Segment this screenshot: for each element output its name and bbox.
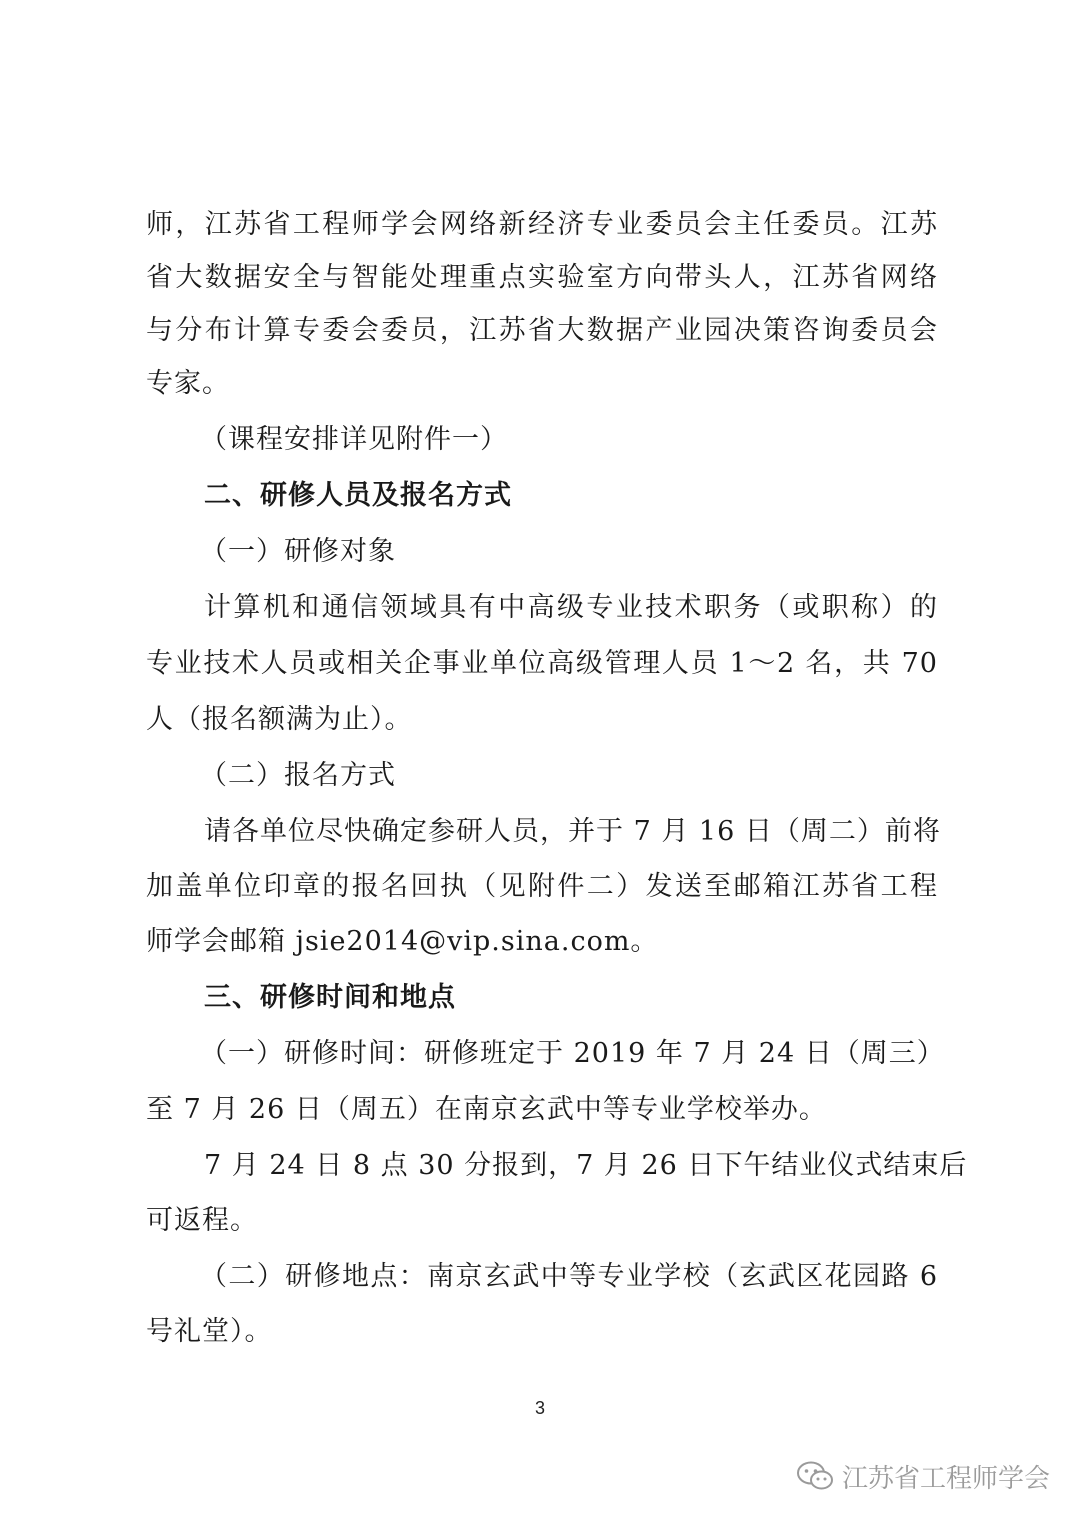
email-line: 师学会邮箱 jsie2014@vip.sina.com。 (146, 926, 659, 957)
paragraph-line: 号礼堂）。 (146, 1316, 273, 1347)
subsection-heading: （一）研修对象 (200, 536, 396, 567)
paragraph-line: 可返程。 (146, 1205, 258, 1236)
paragraph-line: 与分布计算专委会委员，江苏省大数据产业园决策咨询委员会 (146, 315, 938, 346)
watermark-text: 江苏省工程师学会 (841, 1463, 1050, 1494)
course-note: （课程安排详见附件一） (200, 424, 508, 455)
section-heading-2: 二、研修人员及报名方式 (204, 480, 512, 511)
watermark (796, 1456, 1050, 1496)
paragraph-line: 师，江苏省工程师学会网络新经济专业委员会主任委员。江苏 (146, 209, 938, 240)
paragraph-line: 请各单位尽快确定参研人员，并于 7 月 16 日（周二）前将 (204, 816, 941, 847)
paragraph-line: 专家。 (146, 368, 230, 399)
paragraph-line: 加盖单位印章的报名回执（见附件二）发送至邮箱江苏省工程 (146, 871, 938, 902)
section-heading-3: 三、研修时间和地点 (204, 982, 456, 1013)
page-number: 3 (534, 1398, 545, 1418)
paragraph-line: （一）研修时间：研修班定于 2019 年 7 月 24 日（周三） (200, 1038, 945, 1069)
subsection-heading: （二）报名方式 (200, 760, 396, 791)
paragraph-line: 省大数据安全与智能处理重点实验室方向带头人，江苏省网络 (146, 262, 938, 293)
paragraph-line: 专业技术人员或相关企事业单位高级管理人员 1～2 名，共 70 (146, 648, 938, 679)
paragraph-line: 计算机和通信领域具有中高级专业技术职务（或职称）的 (204, 592, 938, 623)
paragraph-line: （二）研修地点：南京玄武中等专业学校（玄武区花园路 6 (200, 1261, 938, 1292)
paragraph-line: 7 月 24 日 8 点 30 分报到，7 月 26 日下午结业仪式结束后 (204, 1150, 968, 1181)
paragraph-line: 人（报名额满为止）。 (146, 704, 413, 735)
wechat-icon (796, 1460, 834, 1492)
paragraph-line: 至 7 月 26 日（周五）在南京玄武中等专业学校举办。 (146, 1094, 827, 1125)
